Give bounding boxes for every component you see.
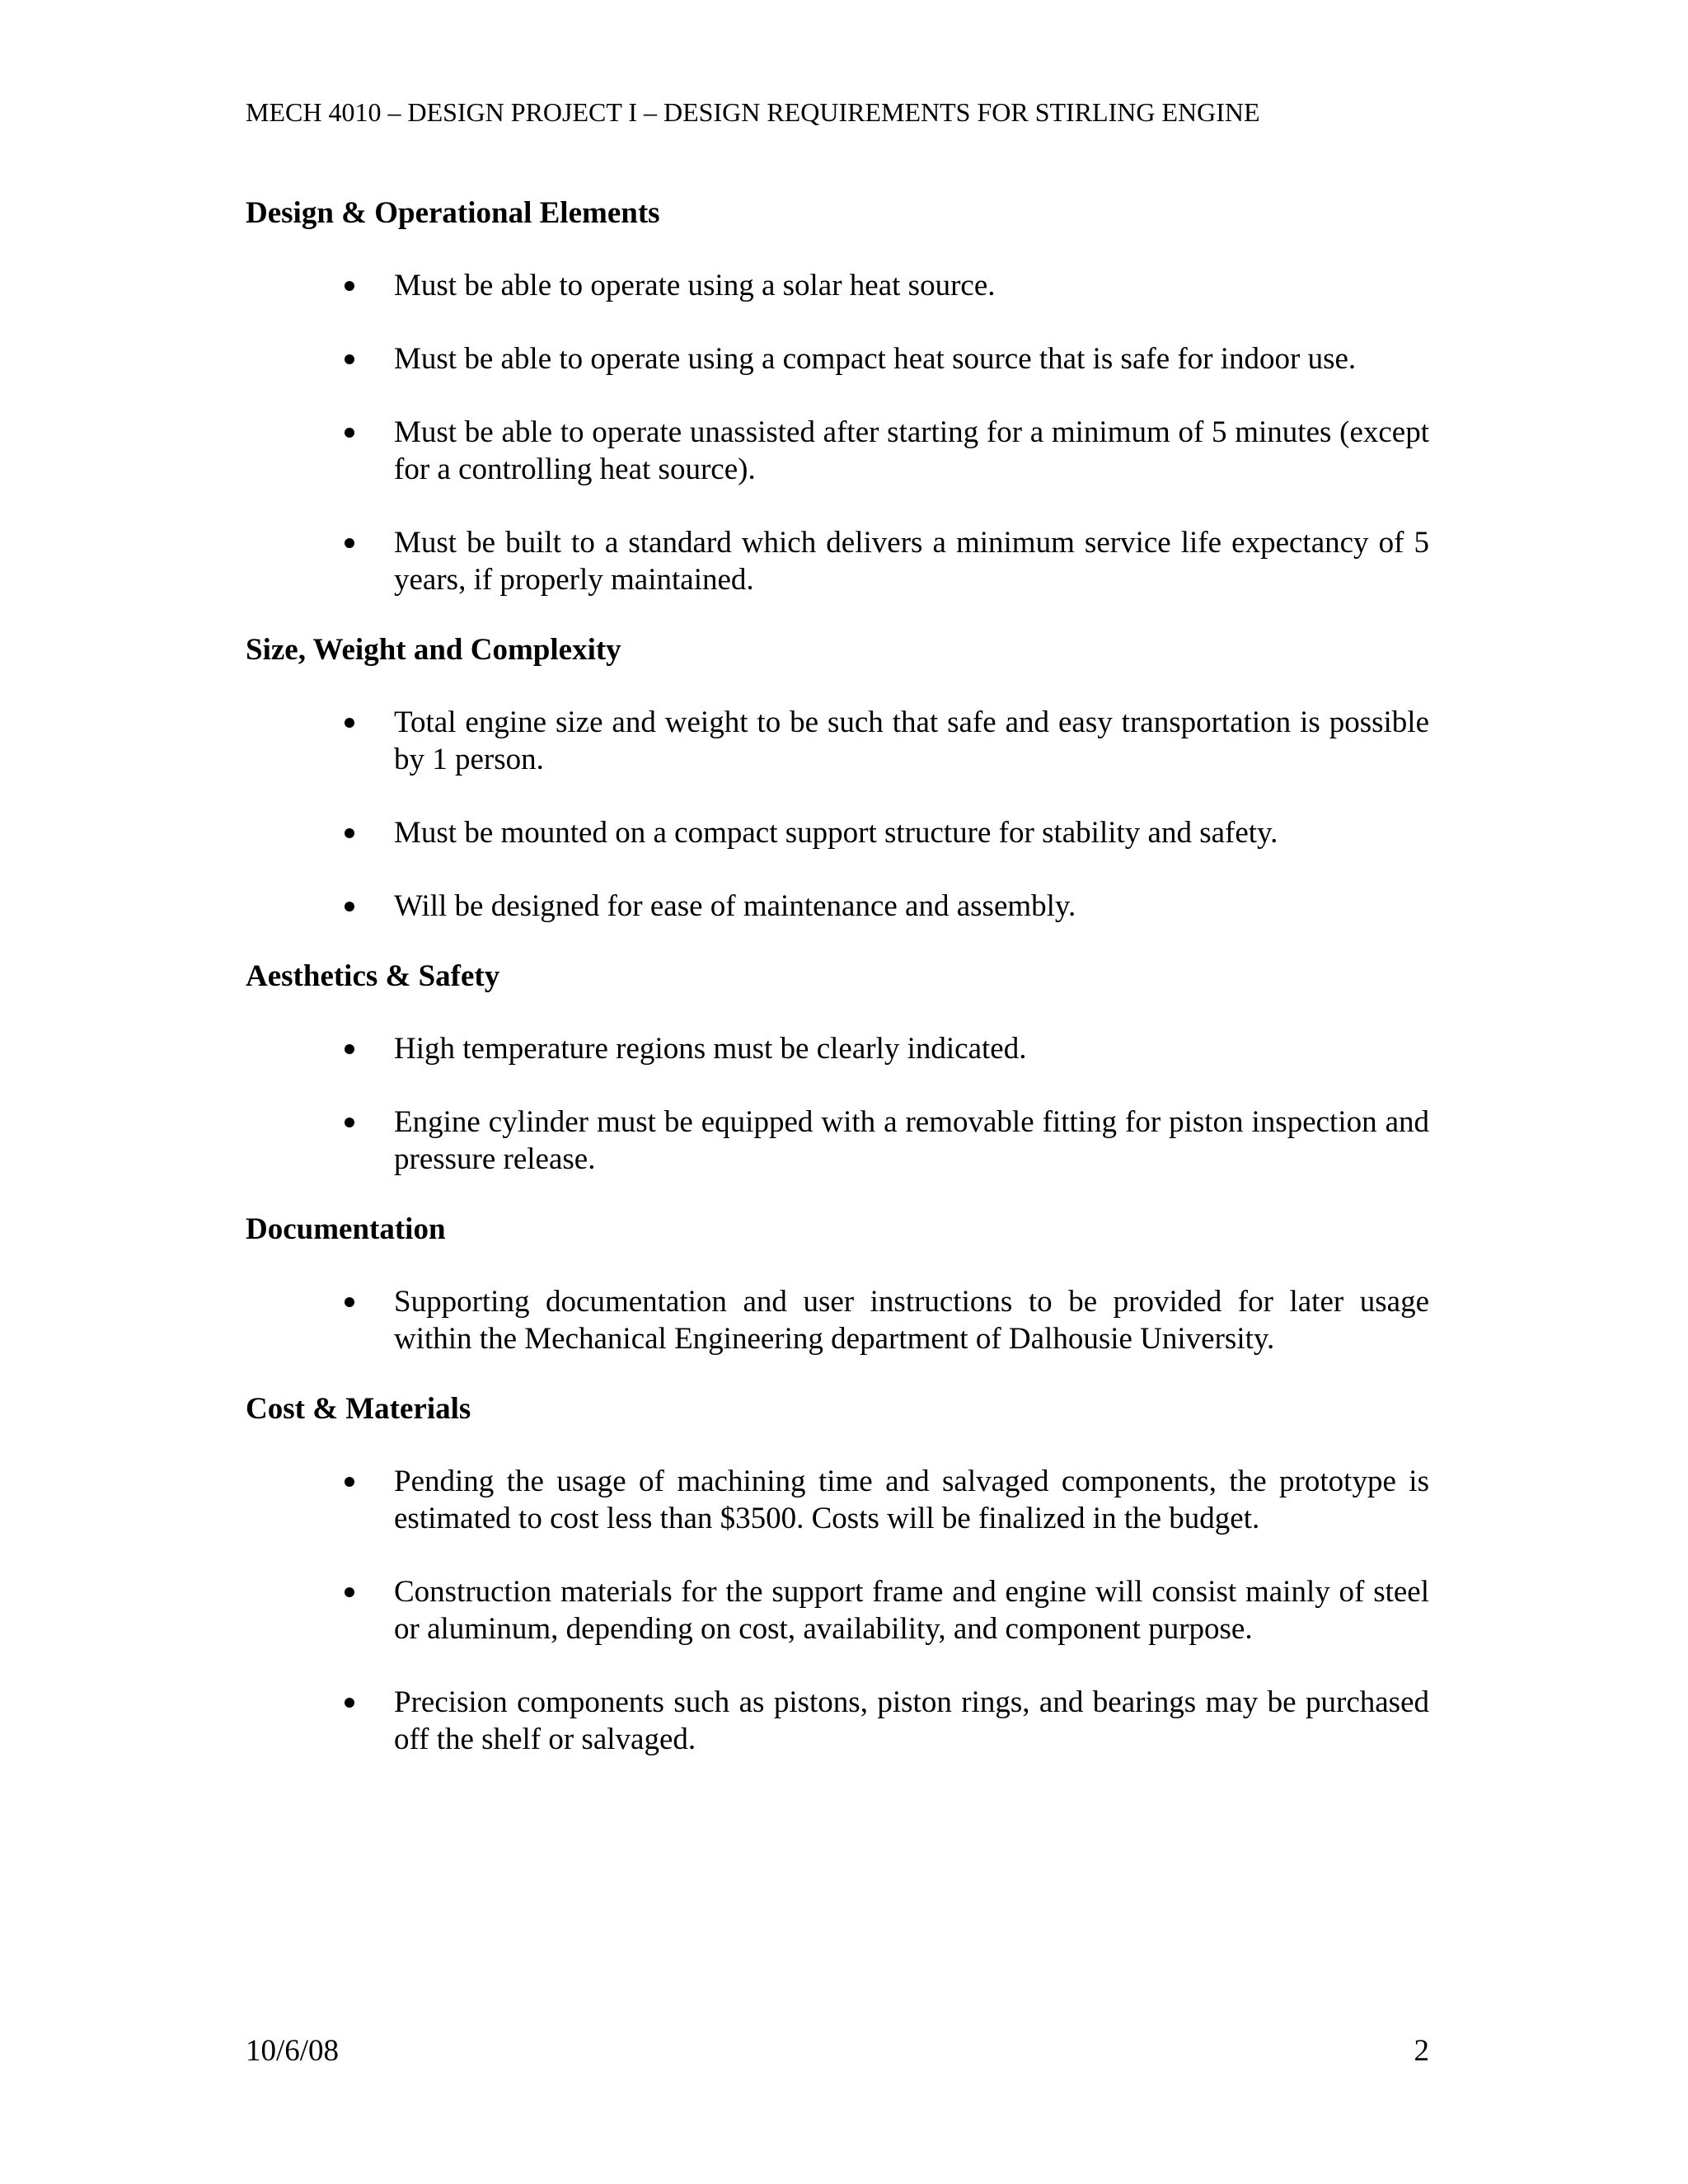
list-item-text: Pending the usage of machining time and salvaged components, the prototype is estimated to cost less than $3500. Costs will be finalized in the budget. (394, 1465, 1429, 1535)
list-item (246, 1463, 1429, 1537)
section-size-weight-complexity (246, 631, 1429, 925)
bullet-list (246, 1030, 1429, 1178)
bullet-icon (345, 538, 354, 548)
page-header: MECH 4010 – DESIGN PROJECT I – DESIGN REQUIREMENTS FOR STIRLING ENGINE (246, 97, 1260, 127)
page-number: 2 (1414, 2034, 1429, 2068)
section-cost-materials (246, 1390, 1429, 1758)
bullet-icon (345, 1118, 354, 1127)
list-item (246, 1283, 1429, 1357)
list-item (246, 340, 1429, 377)
list-item (246, 267, 1429, 304)
list-item-text: Must be built to a standard which delivers a minimum service life expectancy of 5 years, if properly maintained. (394, 526, 1429, 597)
list-item-text: Must be able to operate using a compact heat source that is safe for indoor use. (394, 342, 1357, 376)
document-body (246, 194, 1429, 1758)
footer-date: 10/6/08 (246, 2034, 340, 2068)
section-heading: Documentation (246, 1212, 446, 1246)
list-item (246, 414, 1429, 488)
section-heading: Design & Operational Elements (246, 196, 660, 230)
list-item (246, 1104, 1429, 1178)
list-item (246, 1684, 1429, 1758)
bullet-list (246, 704, 1429, 925)
bullet-icon (345, 1297, 354, 1307)
bullet-icon (345, 1044, 354, 1054)
list-item-text: Supporting documentation and user instructions to be provided for later usage within the Mechanical Engineering department of Dalhousie University. (394, 1285, 1429, 1356)
bullet-icon (345, 1477, 354, 1487)
list-item (246, 1573, 1429, 1647)
bullet-icon (345, 354, 354, 364)
list-item (246, 888, 1429, 925)
bullet-list (246, 1283, 1429, 1357)
section-design-operational (246, 194, 1429, 598)
list-item-text: Total engine size and weight to be such that safe and easy transportation is possible by 1 person. (394, 705, 1429, 776)
section-aesthetics-safety (246, 958, 1429, 1178)
bullet-icon (345, 1698, 354, 1708)
bullet-icon (345, 718, 354, 728)
list-item-text: Must be able to operate using a solar heat source. (394, 269, 996, 302)
list-item-text: Must be able to operate unassisted after starting for a minimum of 5 minutes (except for a controlling heat source). (394, 415, 1429, 486)
list-item (246, 704, 1429, 778)
bullet-icon (345, 281, 354, 291)
section-heading: Size, Weight and Complexity (246, 633, 621, 667)
list-item (246, 814, 1429, 851)
list-item-text: Construction materials for the support frame and engine will consist mainly of steel or aluminum, depending on cost, availability, and component purpose. (394, 1575, 1429, 1646)
list-item (246, 524, 1429, 598)
bullet-icon (345, 1587, 354, 1597)
list-item-text: Must be mounted on a compact support structure for stability and safety. (394, 816, 1278, 850)
section-documentation (246, 1211, 1429, 1357)
bullet-list (246, 1463, 1429, 1758)
bullet-list (246, 267, 1429, 598)
list-item-text: Engine cylinder must be equipped with a removable fitting for piston inspection and pressure release. (394, 1105, 1429, 1176)
bullet-icon (345, 828, 354, 838)
bullet-icon (345, 428, 354, 438)
section-heading: Cost & Materials (246, 1392, 471, 1426)
list-item (246, 1030, 1429, 1067)
list-item-text: High temperature regions must be clearly indicated. (394, 1032, 1027, 1066)
list-item-text: Precision components such as pistons, piston rings, and bearings may be purchased off the shelf or salvaged. (394, 1685, 1429, 1756)
list-item-text: Will be designed for ease of maintenance and assembly. (394, 889, 1076, 923)
bullet-icon (345, 902, 354, 912)
section-heading: Aesthetics & Safety (246, 959, 500, 993)
